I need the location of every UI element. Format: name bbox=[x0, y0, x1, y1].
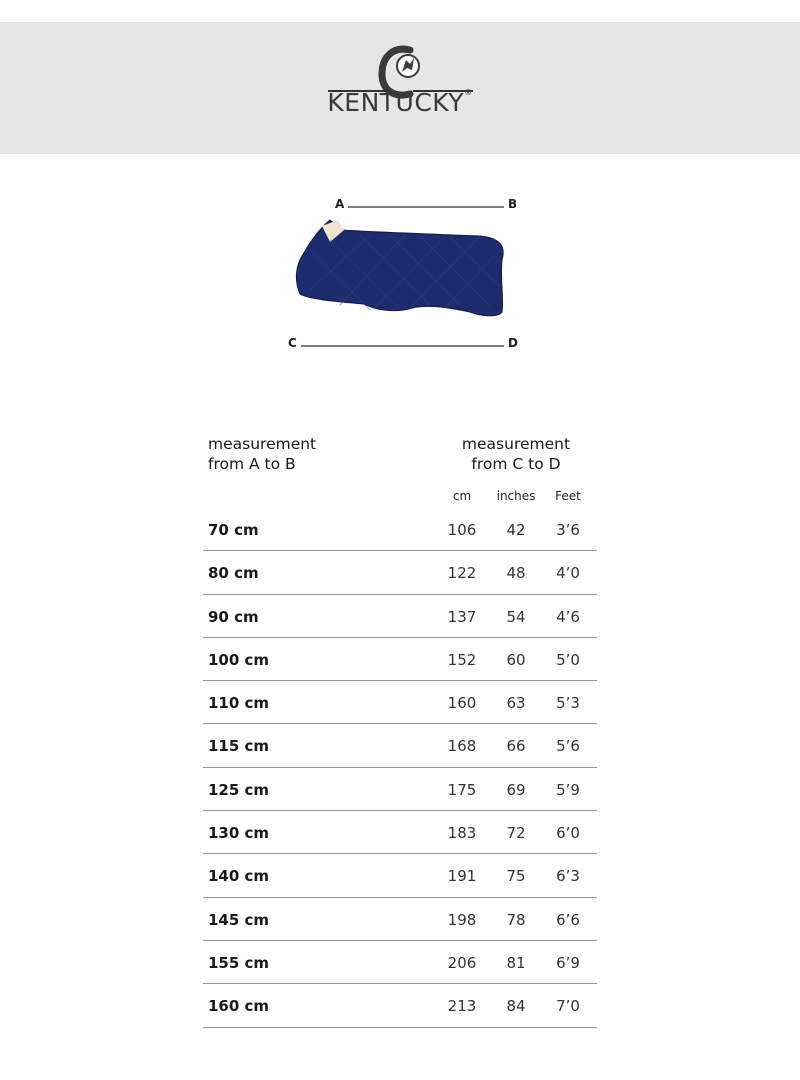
size-cm: 122 bbox=[447, 564, 477, 583]
size-cm: 213 bbox=[447, 997, 477, 1016]
registered-mark: ® bbox=[464, 88, 473, 97]
brand-text: KENTUCKY bbox=[327, 88, 465, 117]
size-cm: 198 bbox=[447, 910, 477, 929]
unit-cm-header: cm bbox=[452, 489, 472, 503]
heading-a-line-1: measurement bbox=[208, 435, 317, 453]
size-inches: 66 bbox=[506, 737, 526, 756]
size-cm: 175 bbox=[447, 780, 477, 799]
size-cm: 152 bbox=[447, 650, 477, 669]
size-a-to-b: 140 cm bbox=[208, 867, 270, 886]
size-a-to-b: 155 cm bbox=[208, 953, 270, 972]
size-a-to-b: 145 cm bbox=[208, 910, 270, 929]
size-a-to-b: 80 cm bbox=[208, 564, 259, 583]
size-cm: 106 bbox=[447, 521, 477, 539]
size-feet: 4’6 bbox=[556, 607, 580, 626]
size-feet: 5’9 bbox=[556, 780, 580, 799]
size-inches: 75 bbox=[506, 867, 526, 886]
size-inches: 78 bbox=[506, 910, 526, 929]
table-row bbox=[203, 811, 597, 854]
table-row bbox=[203, 551, 597, 594]
size-feet: 3’6 bbox=[556, 521, 580, 539]
size-chart-table bbox=[203, 508, 597, 1028]
size-feet: 5’6 bbox=[556, 737, 580, 756]
brand-header bbox=[0, 22, 800, 154]
size-inches: 84 bbox=[506, 997, 526, 1016]
size-cm: 206 bbox=[447, 953, 477, 972]
label-d: D bbox=[508, 336, 518, 350]
size-inches: 72 bbox=[506, 824, 526, 843]
size-inches: 63 bbox=[506, 694, 526, 713]
size-inches: 54 bbox=[506, 607, 526, 626]
size-cm: 160 bbox=[447, 694, 477, 713]
size-inches: 81 bbox=[506, 953, 526, 972]
size-feet: 5’3 bbox=[556, 694, 580, 713]
heading-a-line-2: from A to B bbox=[208, 455, 296, 473]
size-feet: 6’0 bbox=[556, 824, 580, 843]
blanket-measurement-diagram bbox=[280, 190, 530, 360]
table-row bbox=[203, 984, 597, 1027]
size-a-to-b: 130 cm bbox=[208, 824, 270, 843]
size-a-to-b: 110 cm bbox=[208, 694, 270, 713]
heading-a-to-b bbox=[208, 434, 316, 474]
size-a-to-b: 100 cm bbox=[208, 650, 270, 669]
table-row bbox=[203, 638, 597, 681]
heading-c-line-2: from C to D bbox=[471, 455, 561, 473]
size-inches: 60 bbox=[506, 650, 526, 669]
size-a-to-b: 125 cm bbox=[208, 780, 270, 799]
size-cm: 183 bbox=[447, 824, 477, 843]
label-a: A bbox=[335, 197, 345, 211]
unit-feet-header: Feet bbox=[555, 489, 581, 503]
size-feet: 6’9 bbox=[556, 953, 580, 972]
size-feet: 5’0 bbox=[556, 650, 580, 669]
size-feet: 6’6 bbox=[556, 910, 580, 929]
unit-inches-header: inches bbox=[496, 489, 536, 503]
size-inches: 48 bbox=[506, 564, 526, 583]
brand-name bbox=[300, 88, 500, 117]
table-row bbox=[203, 681, 597, 724]
size-cm: 137 bbox=[447, 607, 477, 626]
size-a-to-b: 70 cm bbox=[208, 521, 259, 539]
size-feet: 7’0 bbox=[556, 997, 580, 1016]
table-row bbox=[203, 595, 597, 638]
size-feet: 6’3 bbox=[556, 867, 580, 886]
size-feet: 4’0 bbox=[556, 564, 580, 583]
heading-c-to-d bbox=[446, 434, 586, 474]
size-inches: 69 bbox=[506, 780, 526, 799]
size-cm: 168 bbox=[447, 737, 477, 756]
table-row bbox=[203, 898, 597, 941]
label-b: B bbox=[508, 197, 518, 211]
size-cm: 191 bbox=[447, 867, 477, 886]
table-row bbox=[203, 724, 597, 767]
heading-c-line-1: measurement bbox=[461, 435, 571, 453]
label-c: C bbox=[288, 336, 297, 350]
table-row bbox=[203, 508, 597, 551]
table-row bbox=[203, 854, 597, 897]
size-a-to-b: 160 cm bbox=[208, 997, 270, 1016]
table-row bbox=[203, 941, 597, 984]
size-a-to-b: 90 cm bbox=[208, 607, 259, 626]
table-row bbox=[203, 768, 597, 811]
size-inches: 42 bbox=[506, 521, 526, 539]
size-a-to-b: 115 cm bbox=[208, 737, 270, 756]
